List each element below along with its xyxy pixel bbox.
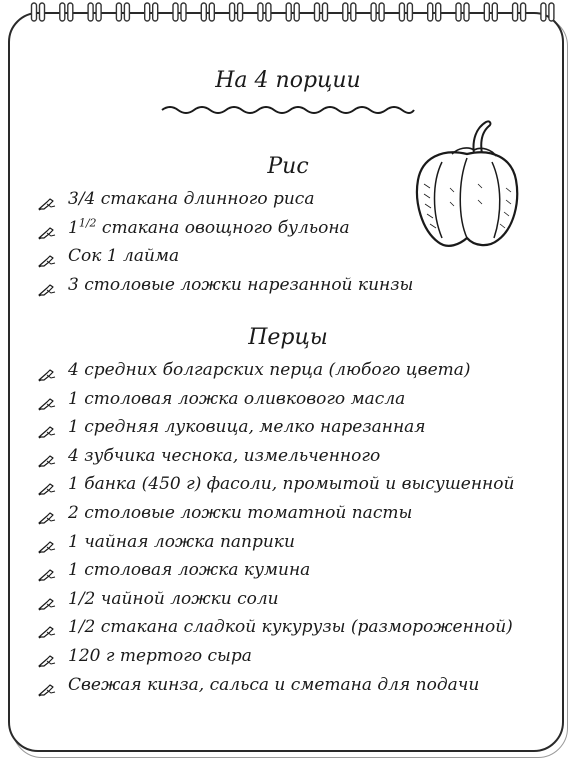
spiral-ring-icon <box>173 3 178 21</box>
writing-hand-icon <box>38 649 56 663</box>
spiral-ring-icon <box>68 3 73 21</box>
spiral-ring-icon <box>456 3 461 21</box>
spiral-ring-icon <box>258 3 263 21</box>
spiral-ring-icon <box>436 3 441 21</box>
writing-hand-icon <box>38 278 56 292</box>
writing-hand-icon <box>38 249 56 263</box>
writing-hand-icon <box>38 192 56 206</box>
list-item: 1/2 стакана сладкой кукурузы (размороженной) <box>38 613 514 642</box>
peppers-ingredient-list <box>38 356 514 699</box>
spiral-ring-icon <box>230 3 235 21</box>
servings-title: На 4 порции <box>215 68 361 93</box>
writing-hand-icon <box>38 477 56 491</box>
spiral-ring-icon <box>266 3 271 21</box>
list-item: 3 столовые ложки нарезанной кинзы <box>38 271 413 300</box>
list-item: Свежая кинза, сальса и сметана для подачи <box>38 671 514 700</box>
wave-divider-icon <box>160 102 416 118</box>
spiral-ring-icon <box>294 3 299 21</box>
list-item: 120 г тертого сыра <box>38 642 514 671</box>
spiral-ring-icon <box>88 3 93 21</box>
writing-hand-icon <box>38 420 56 434</box>
spiral-ring-icon <box>323 3 328 21</box>
list-item: 1 банка (450 г) фасоли, промытой и высушенной <box>38 470 514 499</box>
spiral-ring-icon <box>145 3 150 21</box>
bell-pepper-icon <box>412 118 522 250</box>
spiral-binding <box>0 0 576 34</box>
writing-hand-icon <box>38 563 56 577</box>
peppers-heading: Перцы <box>248 325 328 350</box>
spiral-ring-icon <box>541 3 546 21</box>
list-item: 1/2 чайной ложки соли <box>38 585 514 614</box>
spiral-ring-icon <box>343 3 348 21</box>
list-item: 1 столовая ложка кумина <box>38 556 514 585</box>
rice-ingredient-list <box>38 185 413 299</box>
spiral-ring-icon <box>32 3 37 21</box>
spiral-ring-icon <box>60 3 65 21</box>
spiral-ring-icon <box>40 3 45 21</box>
spiral-ring-icon <box>464 3 469 21</box>
spiral-ring-icon <box>492 3 497 21</box>
spiral-ring-icon <box>549 3 554 21</box>
spiral-ring-icon <box>484 3 489 21</box>
spiral-ring-icon <box>521 3 526 21</box>
spiral-ring-icon <box>351 3 356 21</box>
writing-hand-icon <box>38 620 56 634</box>
writing-hand-icon <box>38 678 56 692</box>
spiral-ring-icon <box>116 3 121 21</box>
spiral-ring-icon <box>96 3 101 21</box>
spiral-ring-icon <box>201 3 206 21</box>
list-item: 1 столовая ложка оливкового масла <box>38 385 514 414</box>
spiral-ring-icon <box>209 3 214 21</box>
writing-hand-icon <box>38 449 56 463</box>
list-item: $1^{1/2}$ стакана овощного бульона <box>38 214 413 243</box>
spiral-ring-icon <box>513 3 518 21</box>
spiral-ring-icon <box>286 3 291 21</box>
writing-hand-icon <box>38 535 56 549</box>
list-item: 3/4 стакана длинного риса <box>38 185 413 214</box>
spiral-ring-icon <box>379 3 384 21</box>
list-item: 1 чайная ложка паприки <box>38 528 514 557</box>
list-item: 1 средняя луковица, мелко нарезанная <box>38 413 514 442</box>
list-item: 2 столовые ложки томатной пасты <box>38 499 514 528</box>
list-item: Сок 1 лайма <box>38 242 413 271</box>
spiral-ring-icon <box>428 3 433 21</box>
spiral-ring-icon <box>407 3 412 21</box>
spiral-ring-icon <box>315 3 320 21</box>
writing-hand-icon <box>38 363 56 377</box>
spiral-ring-icon <box>399 3 404 21</box>
list-item: 4 средних болгарских перца (любого цвета) <box>38 356 514 385</box>
spiral-ring-icon <box>124 3 129 21</box>
list-item: 4 зубчика чеснока, измельченного <box>38 442 514 471</box>
spiral-ring-icon <box>181 3 186 21</box>
spiral-ring-icon <box>153 3 158 21</box>
writing-hand-icon <box>38 592 56 606</box>
rice-heading: Рис <box>267 154 309 179</box>
spiral-ring-icon <box>238 3 243 21</box>
spiral-ring-icon <box>371 3 376 21</box>
writing-hand-icon <box>38 392 56 406</box>
writing-hand-icon <box>38 221 56 235</box>
writing-hand-icon <box>38 506 56 520</box>
